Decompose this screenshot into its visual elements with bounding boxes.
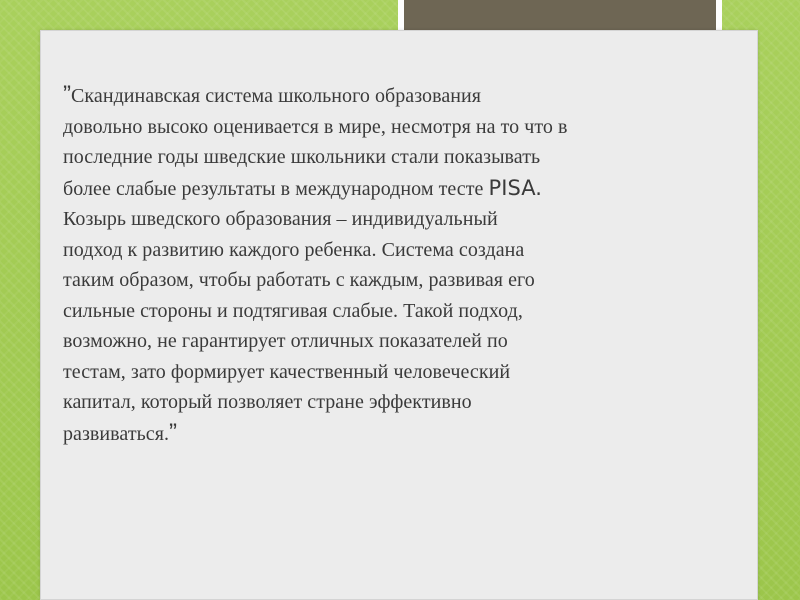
closing-quote-mark: ”	[169, 418, 178, 446]
quote-text	[63, 80, 743, 449]
quote-line-6: подход к развитию каждого ребенка. Система создана	[63, 238, 525, 261]
quote-line-10: тестам, зато формирует качественный человеческий	[63, 360, 511, 383]
quote-line-3: последние годы шведские школьники стали показывать	[63, 146, 541, 168]
quote-line-2: довольно высоко оценивается в мире, несмотря на то что в	[63, 115, 568, 138]
quote-line-11: капитал, который позволяет стране эффективно	[63, 391, 472, 413]
opening-quote-mark: ”	[63, 81, 72, 108]
quote-line-12: развиваться.”	[63, 418, 178, 446]
quote-line-1: ”Скандинавская система школьного образования	[63, 81, 481, 108]
quote-line-8: сильные стороны и подтягивая слабые. Такой подход,	[63, 299, 523, 322]
quote-line-9: возможно, не гарантирует отличных показателей по	[63, 330, 508, 352]
quote-line-5: Козырь шведского образования – индивидуальный	[63, 208, 498, 230]
pisa-test-name: PISA.	[488, 175, 542, 200]
quote-line-7: таким образом, чтобы работать с каждым, развивая его	[63, 269, 535, 291]
quote-line-4: более слабые результаты в международном тесте PISA.	[63, 175, 542, 200]
